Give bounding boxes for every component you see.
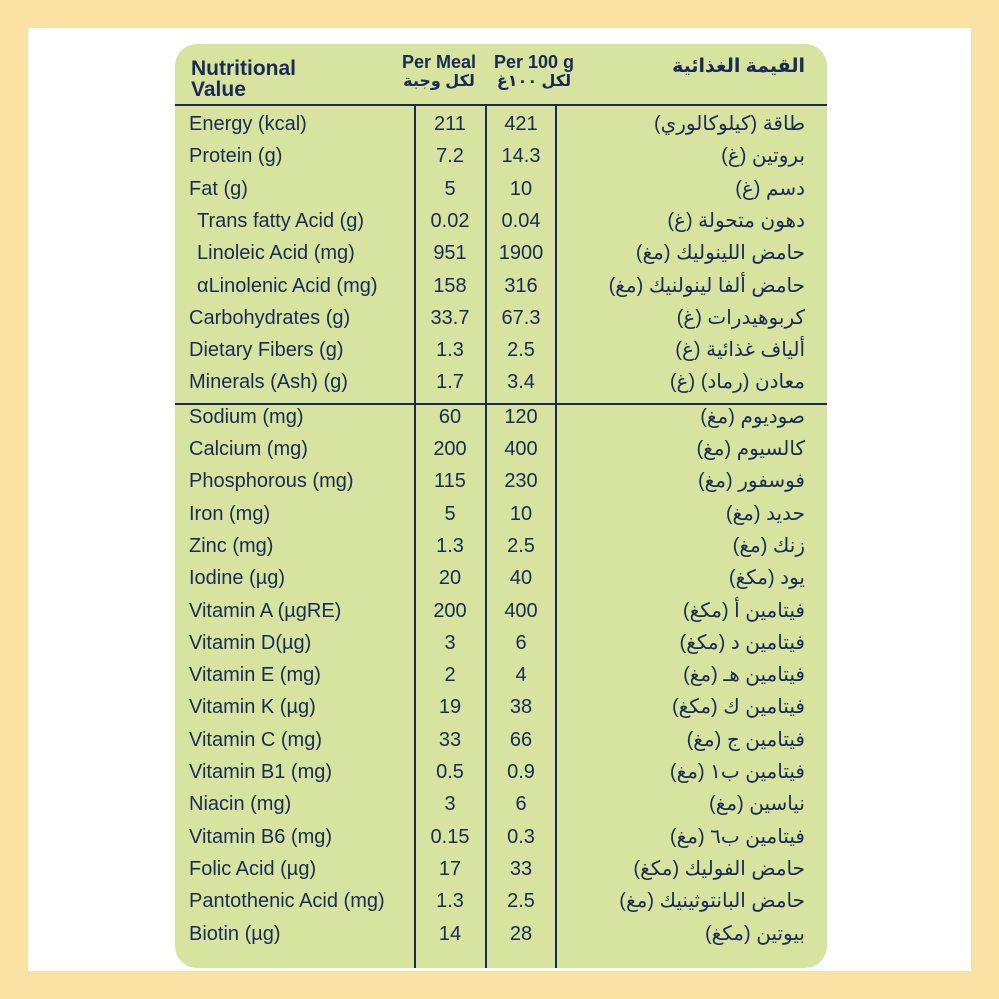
nutrient-name-ar: فوسفور (مغ) (698, 470, 805, 493)
per-100g-value: 316 (504, 274, 538, 297)
nutrient-name: Biotin (µg) (189, 922, 281, 945)
header-per-meal (395, 53, 483, 90)
nutrient-name-ar: فيتامين ك (مكغ) (671, 696, 805, 719)
per-meal-value: 115 (434, 470, 466, 493)
per-100g-value: 10 (509, 177, 533, 200)
table-row (175, 433, 827, 465)
nutrient-name-ar: حامض ألفا لينولنيك (مغ) (608, 274, 805, 297)
nutrient-name-ar: بيوتين (مكغ) (704, 922, 805, 945)
table-row (175, 173, 827, 205)
nutrient-name-ar: حامض اللينوليك (مغ) (635, 242, 805, 265)
table-row (175, 562, 827, 594)
table-row (175, 108, 827, 140)
per-meal-value: 2 (444, 664, 456, 687)
nutrient-name: Calcium (mg) (189, 438, 308, 460)
nutrient-name-ar: فيتامين أ (مكغ) (682, 599, 805, 622)
per-meal-value: 3 (444, 793, 456, 816)
per-100g-value: 0.3 (507, 825, 535, 848)
nutrient-name-ar: دهون متحولة (غ) (667, 209, 805, 232)
nutrient-name-ar: حامض الفوليك (مكغ) (633, 857, 805, 880)
per-100g-value: 0.04 (501, 209, 541, 232)
nutrient-name-ar: فيتامين د (مكغ) (679, 631, 805, 654)
nutrient-name-ar: طاقة (كيلوكالوري) (653, 113, 805, 135)
per-meal-value: 211 (434, 113, 466, 135)
per-100g-value: 0.9 (507, 761, 535, 783)
per-100g-value: 40 (509, 567, 533, 590)
per-100g-value: 1900 (498, 242, 544, 265)
nutrient-name-ar: صوديوم (مغ) (700, 405, 805, 428)
nutrient-name-ar: دسم (غ) (735, 177, 805, 200)
nutrition-table (175, 44, 827, 968)
per-100g-value: 28 (509, 922, 533, 945)
per-100g-value: 10 (509, 502, 533, 525)
nutrient-name: Vitamin D(µg) (189, 631, 312, 654)
table-row (175, 465, 827, 497)
table-row (175, 270, 827, 302)
header-divider (175, 104, 827, 106)
nutrient-name: Sodium (mg) (189, 405, 304, 428)
nutrient-name-ar: فيتامين ج (مغ) (686, 728, 805, 751)
nutrient-name-ar: نياسين (مغ) (709, 793, 805, 816)
per-meal-value: 17 (438, 857, 462, 880)
header-per-100g (490, 53, 578, 90)
header-per-meal-ar: لكل وجبة (403, 73, 475, 90)
per-meal-value: 7.2 (436, 145, 464, 168)
table-row (175, 724, 827, 756)
nutrient-name: Energy (kcal) (189, 113, 307, 135)
table-row (175, 756, 827, 788)
per-100g-value: 120 (504, 405, 538, 428)
table-row (175, 498, 827, 530)
nutrient-name-ar: فيتامين هـ (مغ) (683, 664, 805, 687)
per-meal-value: 1.7 (436, 371, 464, 394)
nutrient-name: Pantothenic Acid (mg) (189, 890, 385, 913)
nutrient-name: Carbohydrates (g) (189, 306, 351, 329)
nutrient-name-ar: زنك (مغ) (732, 534, 805, 557)
nutrient-name-ar: فيتامين ب٦ (مغ) (669, 825, 805, 848)
per-meal-value: 3 (444, 631, 456, 654)
per-100g-value: 400 (504, 438, 538, 460)
nutrient-name: Protein (g) (189, 145, 283, 168)
per-100g-value: 421 (504, 113, 538, 135)
per-meal-value: 200 (433, 438, 467, 460)
nutrient-name: Iron (mg) (189, 502, 271, 525)
per-100g-value: 400 (504, 599, 538, 622)
nutrient-name: Trans fatty Acid (g) (197, 209, 365, 232)
per-meal-value: 5 (444, 177, 456, 200)
table-row (175, 691, 827, 723)
nutrient-name: Phosphorous (mg) (189, 470, 354, 493)
per-100g-value: 3.4 (507, 371, 535, 394)
per-meal-value: 60 (438, 405, 462, 428)
per-100g-value: 67.3 (501, 306, 541, 329)
per-meal-value: 33.7 (430, 306, 470, 329)
header-nutritional-value: Nutritional Value (191, 57, 296, 101)
nutrient-name: Vitamin C (mg) (189, 728, 322, 751)
table-row (175, 885, 827, 917)
per-meal-value: 200 (433, 599, 467, 622)
nutrient-name-ar: كربوهيدرات (غ) (676, 306, 805, 329)
per-meal-value: 0.02 (430, 209, 470, 232)
nutrient-name-ar: كالسيوم (مغ) (696, 438, 805, 460)
per-100g-value: 4 (515, 664, 527, 687)
per-meal-value: 158 (433, 274, 467, 297)
nutrient-name-ar: معادن (رماد) (غ) (669, 371, 805, 394)
nutrient-name: Iodine (µg) (189, 567, 286, 590)
per-meal-value: 19 (438, 696, 462, 719)
table-row (175, 595, 827, 627)
nutrient-name: Minerals (Ash) (g) (189, 371, 348, 394)
per-100g-value: 66 (509, 728, 533, 751)
per-100g-value: 2.5 (507, 339, 535, 362)
table-row (175, 401, 827, 433)
table-row (175, 302, 827, 334)
header-per-100g-en: Per 100 g (493, 52, 575, 72)
per-meal-value: 1.3 (436, 890, 464, 913)
per-meal-value: 1.3 (436, 534, 464, 557)
per-100g-value: 2.5 (507, 890, 535, 913)
table-row (175, 659, 827, 691)
nutrient-name: Folic Acid (µg) (189, 857, 317, 880)
per-meal-value: 14 (438, 922, 462, 945)
table-row (175, 334, 827, 366)
header-per-meal-en: Per Meal (401, 52, 477, 72)
table-row (175, 140, 827, 172)
per-meal-value: 951 (433, 242, 467, 265)
per-100g-value: 2.5 (507, 534, 535, 557)
table-row (175, 205, 827, 237)
per-meal-value: 0.15 (430, 825, 470, 848)
per-100g-value: 14.3 (501, 145, 541, 168)
table-row (175, 853, 827, 885)
header-nutritional-value-ar: القيمة الغذائية (672, 56, 805, 77)
per-meal-value: 33 (438, 728, 462, 751)
nutrient-name: Zinc (mg) (189, 534, 274, 557)
nutrient-name-ar: حديد (مغ) (725, 502, 805, 525)
table-row (175, 237, 827, 269)
table-row (175, 821, 827, 853)
nutrient-name: Niacin (mg) (189, 793, 292, 816)
nutrient-name: Vitamin E (mg) (189, 664, 321, 687)
table-row (175, 918, 827, 950)
per-100g-value: 6 (515, 631, 527, 654)
header-per-100g-ar: لكل ١٠٠غ (496, 73, 572, 90)
nutrient-name-ar: ألياف غذائية (غ) (675, 339, 805, 362)
nutrient-name: Fat (g) (189, 177, 248, 200)
per-meal-value: 0.5 (436, 761, 464, 783)
per-meal-value: 5 (444, 502, 456, 525)
nutrient-name: Dietary Fibers (g) (189, 339, 344, 362)
per-100g-value: 6 (515, 793, 527, 816)
table-row (175, 530, 827, 562)
table-row (175, 627, 827, 659)
per-100g-value: 38 (509, 696, 533, 719)
per-meal-value: 1.3 (436, 339, 464, 362)
per-100g-value: 230 (504, 470, 538, 493)
table-row (175, 366, 827, 398)
nutrient-name: Vitamin A (µgRE) (189, 599, 342, 622)
nutrient-name-ar: فيتامين ب١ (مغ) (669, 761, 805, 783)
table-row (175, 788, 827, 820)
nutrient-name-ar: يود (مكغ) (728, 567, 805, 590)
nutrient-name-ar: بروتين (غ) (721, 145, 805, 168)
per-100g-value: 33 (509, 857, 533, 880)
nutrient-name: αLinolenic Acid (mg) (197, 274, 378, 297)
nutrient-name-ar: حامض البانتوثينيك (مغ) (619, 890, 805, 913)
nutrient-name: Vitamin B1 (mg) (189, 761, 333, 783)
per-meal-value: 20 (438, 567, 462, 590)
nutrient-name: Vitamin K (µg) (189, 696, 316, 719)
nutrient-name: Linoleic Acid (mg) (197, 242, 355, 265)
nutrient-name: Vitamin B6 (mg) (189, 825, 333, 848)
